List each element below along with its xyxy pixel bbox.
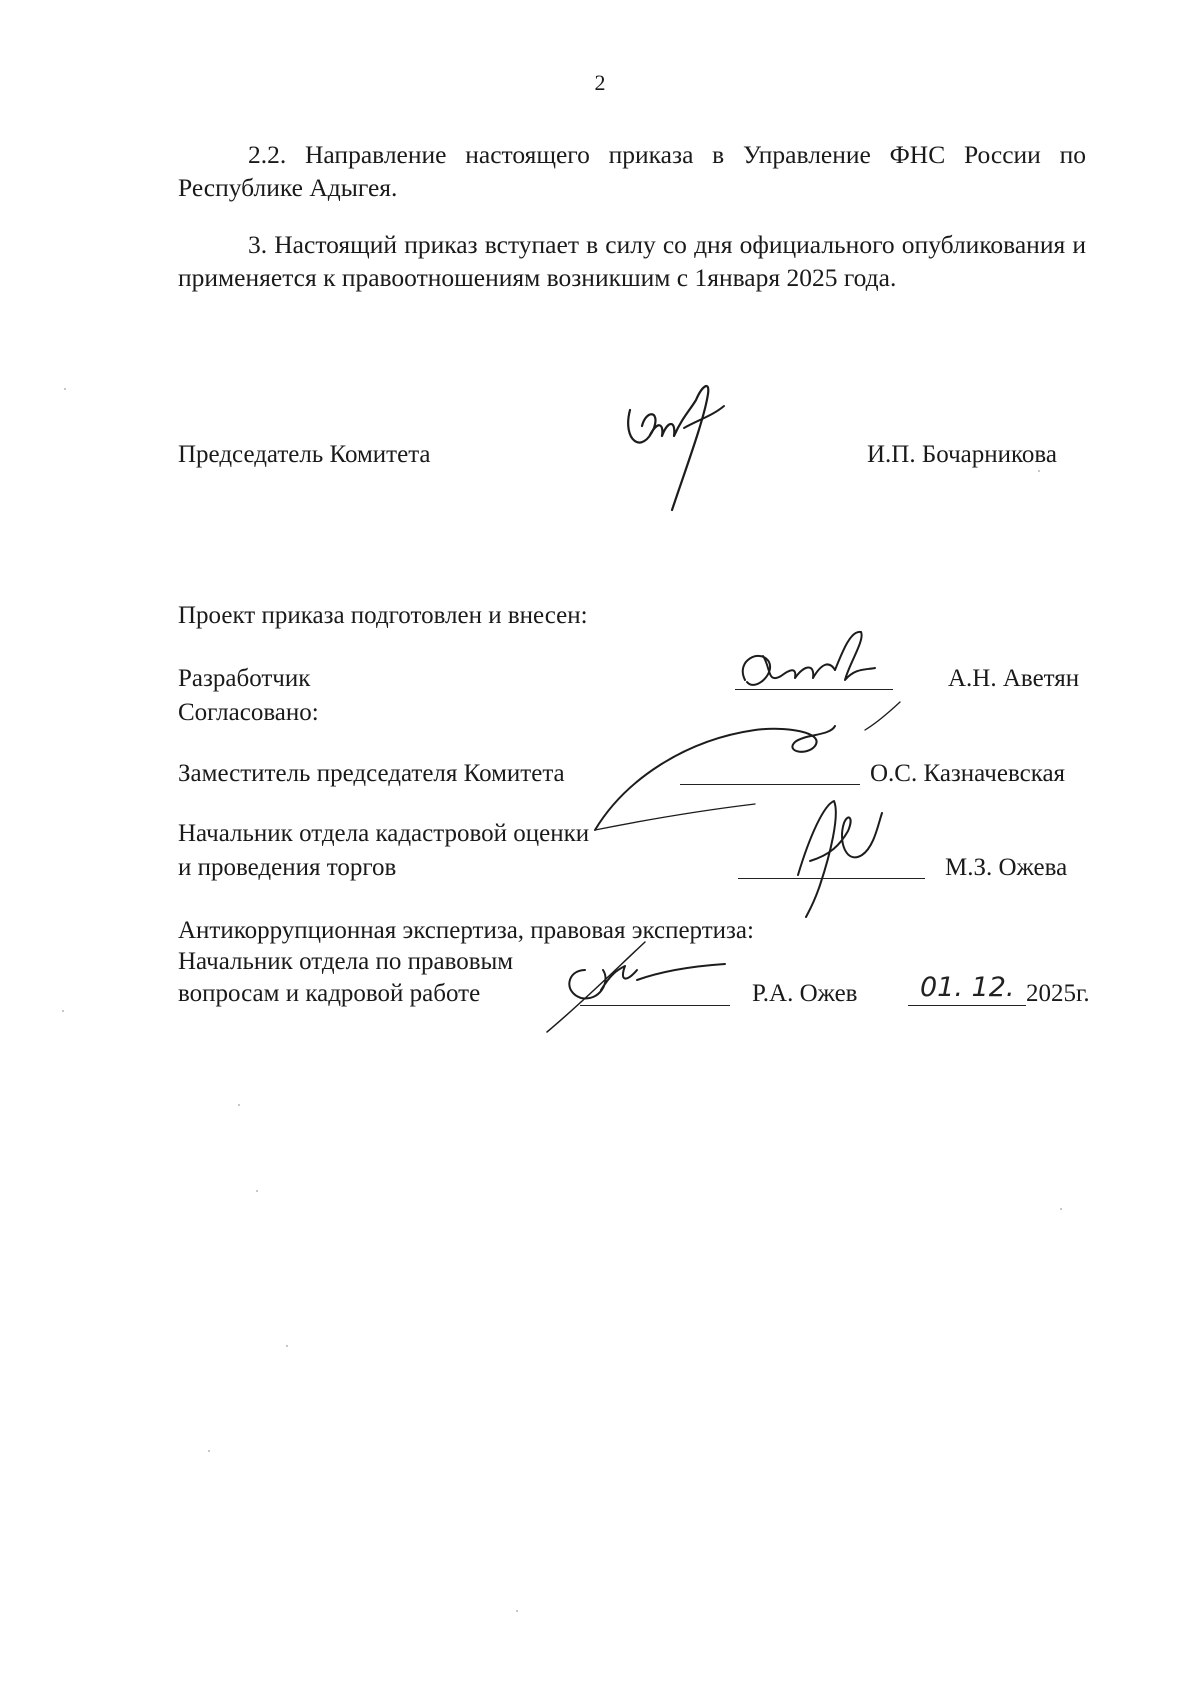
legal-head-name: Р.А. Ожев [752, 980, 858, 1007]
handwritten-date: 01. 12. [920, 972, 1015, 1003]
chair-signature-icon [620, 380, 750, 520]
scan-speck [1060, 1208, 1062, 1210]
agreed-label: Согласовано: [178, 699, 319, 726]
head-cadastral-line2: и проведения торгов [178, 854, 397, 881]
page-number: 2 [594, 70, 606, 95]
head-cadastral-name: М.З. Ожева [945, 854, 1068, 881]
legal-head-signature-icon [545, 930, 745, 1040]
scan-speck [516, 1610, 518, 1612]
chair-title: Председатель Комитета [178, 441, 431, 468]
scan-speck [1038, 470, 1040, 472]
head-cadastral-signature-icon [790, 795, 900, 925]
deputy-name: О.С. Казначевская [870, 760, 1066, 787]
date-suffix: 2025г. [1026, 980, 1090, 1007]
legal-head-line2: вопросам и кадровой работе [178, 980, 481, 1007]
developer-signature-icon [725, 620, 925, 730]
paragraph-2-2: 2.2. Направление настоящего приказа в Управление ФНС России по Республике Адыгея. [178, 140, 1086, 202]
scan-speck [208, 1450, 210, 1452]
prepared-heading: Проект приказа подготовлен и внесен: [178, 602, 588, 629]
chair-name: И.П. Бочарникова [867, 441, 1057, 468]
head-cadastral-line1: Начальник отдела кадастровой оценки [178, 820, 590, 847]
scan-speck [64, 388, 66, 390]
scan-speck [62, 1010, 64, 1012]
scan-speck [286, 1345, 288, 1347]
paragraph-3: 3. Настоящий приказ вступает в силу со дня официального опубликования и применяется к правоотношениям возникшим с 1января 2025 года. [178, 230, 1086, 292]
expertise-heading: Антикоррупционная экспертиза, правовая экспертиза: [178, 917, 754, 944]
developer-label: Разработчик [178, 665, 311, 692]
date-line [908, 1005, 1026, 1006]
developer-name: А.Н. Аветян [948, 665, 1080, 692]
scan-speck [238, 1104, 240, 1106]
scan-speck [256, 1190, 258, 1192]
deputy-title: Заместитель председателя Комитета [178, 760, 565, 787]
legal-head-line1: Начальник отдела по правовым [178, 948, 514, 975]
